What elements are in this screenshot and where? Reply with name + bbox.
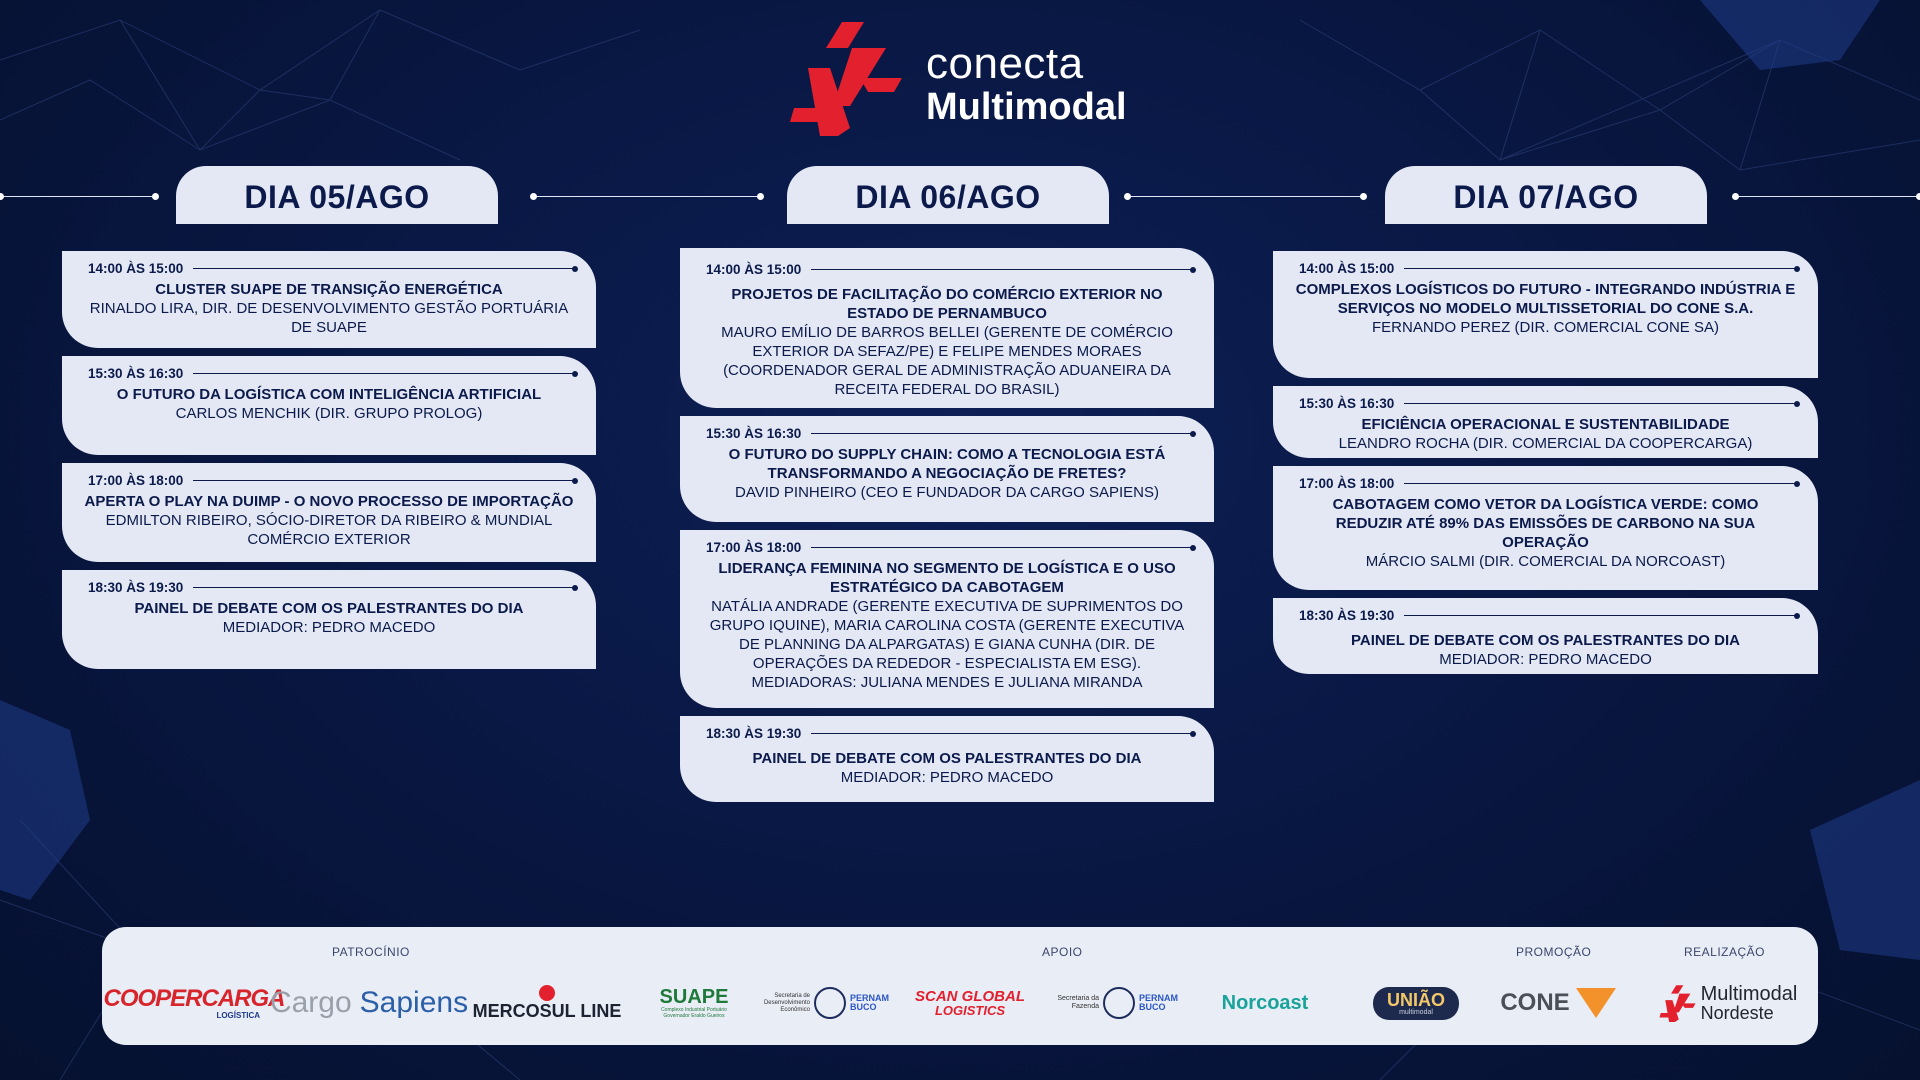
session-speaker: LEANDRO ROCHA (DIR. COMERCIAL DA COOPERCARGA) (1338, 435, 1753, 452)
timeline-connector (0, 196, 156, 197)
label-promocao: PROMOÇÃO (1516, 945, 1592, 959)
pe-secretaria-fazenda-logo: Secretaria da Fazenda PERNAMBUCO (1042, 977, 1192, 1029)
session-time: 17:00 ÀS 18:00 (706, 540, 802, 555)
brand-mark-icon (790, 18, 905, 136)
session-title: LIDERANÇA FEMININA NO SEGMENTO DE LOGÍSTICA E O USO ESTRATÉGICO DA CABOTAGEM (718, 560, 1176, 596)
cone-logo: CONE (1498, 977, 1618, 1029)
session-time: 18:30 ÀS 19:30 (88, 580, 184, 595)
sponsors-strip (102, 927, 1818, 1045)
pe-seal-icon (1103, 987, 1135, 1019)
session-title: O FUTURO DO SUPPLY CHAIN: COMO A TECNOLOGIA ESTÁ TRANSFORMANDO A NEGOCIAÇÃO DE FRETES? (728, 446, 1166, 482)
session-card (62, 356, 596, 455)
mercosul-line-logo: MERCOSUL LINE (467, 977, 627, 1029)
brand-word-conecta: conecta (926, 39, 1084, 88)
session-title: EFICIÊNCIA OPERACIONAL E SUSTENTABILIDADE (1361, 416, 1730, 433)
session-time: 17:00 ÀS 18:00 (88, 473, 184, 488)
session-card (680, 248, 1214, 408)
session-speaker: MAURO EMÍLIO DE BARROS BELLEI (GERENTE DE COMÉRCIO EXTERIOR DA SEFAZ/PE) E FELIPE MENDES MORAES (COORDENADOR GERAL DE ADMINISTRAÇÃO ADUANEIRA DA RECEITA FEDERAL DO BRASIL) (721, 324, 1173, 398)
cargo-sapiens-logo: Cargo Sapiens (269, 986, 469, 1019)
session-time: 18:30 ÀS 19:30 (1299, 608, 1395, 623)
session-time: 17:00 ÀS 18:00 (1299, 476, 1395, 491)
session-title: COMPLEXOS LOGÍSTICOS DO FUTURO - INTEGRANDO INDÚSTRIA E SERVIÇOS NO MODELO MULTISSETORIAL DO CONE S.A. (1295, 281, 1796, 317)
session-title: CLUSTER SUAPE DE TRANSIÇÃO ENERGÉTICA (155, 281, 503, 298)
label-apoio: APOIO (1042, 945, 1083, 959)
brand-mark-icon (1659, 984, 1697, 1022)
norcoast-logo: Norcoast (1221, 991, 1309, 1014)
session-speaker: EDMILTON RIBEIRO, SÓCIO-DIRETOR DA RIBEIRO & MUNDIAL COMÉRCIO EXTERIOR (105, 512, 553, 548)
session-card (62, 570, 596, 669)
cone-mark-icon (1576, 988, 1616, 1018)
session-title: PAINEL DE DEBATE COM OS PALESTRANTES DO DIA (752, 750, 1142, 767)
session-card (1273, 598, 1818, 674)
session-time: 14:00 ÀS 15:00 (1299, 261, 1395, 276)
session-title: APERTA O PLAY NA DUIMP - O NOVO PROCESSO DE IMPORTAÇÃO (84, 493, 574, 510)
session-title: O FUTURO DA LOGÍSTICA COM INTELIGÊNCIA ARTIFICIAL (116, 386, 542, 403)
session-speaker: CARLOS MENCHIK (DIR. GRUPO PROLOG) (175, 405, 483, 422)
conecta-multimodal-logo (790, 18, 1130, 138)
session-title: CABOTAGEM COMO VETOR DA LOGÍSTICA VERDE: COMO REDUZIR ATÉ 89% DAS EMISSÕES DE CARBONO NA SUA OPERAÇÃO (1332, 496, 1759, 551)
session-speaker: RINALDO LIRA, DIR. DE DESENVOLVIMENTO GESTÃO PORTUÁRIA DE SUAPE (89, 300, 569, 336)
session-speaker: MÁRCIO SALMI (DIR. COMERCIAL DA NORCOAST) (1365, 553, 1726, 570)
scan-global-logo: SCAN GLOBAL LOGISTICS (915, 987, 1025, 1018)
timeline-connector (1735, 196, 1920, 197)
brand-word-multimodal: Multimodal (926, 86, 1127, 128)
session-title: PROJETOS DE FACILITAÇÃO DO COMÉRCIO EXTERIOR NO ESTADO DE PERNAMBUCO (731, 286, 1163, 322)
session-card (680, 416, 1214, 522)
session-card (680, 716, 1214, 802)
coopercarga-logo: COOPERCARGA LOGÍSTICA (103, 984, 285, 1020)
session-speaker: DAVID PINHEIRO (CEO E FUNDADOR DA CARGO SAPIENS) (735, 484, 1159, 501)
uniao-multimodal-logo: UNIÃO multimodal (1362, 977, 1470, 1029)
session-time: 18:30 ÀS 19:30 (706, 726, 802, 741)
session-card (1273, 386, 1818, 458)
session-speaker: FERNANDO PEREZ (DIR. COMERCIAL CONE SA) (1372, 319, 1719, 336)
timeline-connector (533, 196, 761, 197)
session-time: 14:00 ÀS 15:00 (706, 262, 802, 277)
day-tab-06: DIA 06/AGO (787, 166, 1109, 224)
mercosul-mark-icon (539, 985, 555, 1001)
session-speaker: NATÁLIA ANDRADE (GERENTE EXECUTIVA DE SUPRIMENTOS DO GRUPO IQUINE), MARIA CAROLINA COSTA (GERENTE EXECUTIVA DE PLANNING DA ALPARGATAS) E GIANA CUNHA (DIR. DE OPERAÇÕES DA REDEDOR - ESPECIALISTA EM ESG). MEDIADORAS: JULIANA MENDES E JULIANA MIRANDA (709, 598, 1185, 691)
session-time: 15:30 ÀS 16:30 (88, 366, 184, 381)
session-card (1273, 251, 1818, 378)
multimodal-nordeste-logo: Multimodal Nordeste (1646, 977, 1810, 1029)
session-speaker: MEDIADOR: PEDRO MACEDO (1439, 651, 1652, 668)
session-card (680, 530, 1214, 708)
session-card (1273, 466, 1818, 590)
session-speaker: MEDIADOR: PEDRO MACEDO (222, 619, 436, 636)
session-title: PAINEL DE DEBATE COM OS PALESTRANTES DO DIA (1351, 632, 1740, 649)
day-tab-05: DIA 05/AGO (176, 166, 498, 224)
timeline-connector (1127, 196, 1364, 197)
session-card (62, 251, 596, 348)
session-time: 14:00 ÀS 15:00 (88, 261, 184, 276)
label-patrocinio: PATROCÍNIO (332, 945, 410, 959)
session-card (62, 463, 596, 562)
session-title: PAINEL DE DEBATE COM OS PALESTRANTES DO DIA (134, 600, 524, 617)
session-time: 15:30 ÀS 16:30 (1299, 396, 1395, 411)
pe-secretaria-desenvolvimento-logo: Secretaria de Desenvolvimento Econômico PERNAMBUCO (747, 977, 897, 1029)
session-speaker: MEDIADOR: PEDRO MACEDO (840, 769, 1054, 786)
suape-logo: SUAPE Complexo Industrial Portuário Governador Eraldo Gueiros (659, 986, 729, 1019)
label-realizacao: REALIZAÇÃO (1684, 945, 1766, 959)
day-tab-07: DIA 07/AGO (1385, 166, 1707, 224)
pe-seal-icon (814, 987, 846, 1019)
session-time: 15:30 ÀS 16:30 (706, 426, 802, 441)
